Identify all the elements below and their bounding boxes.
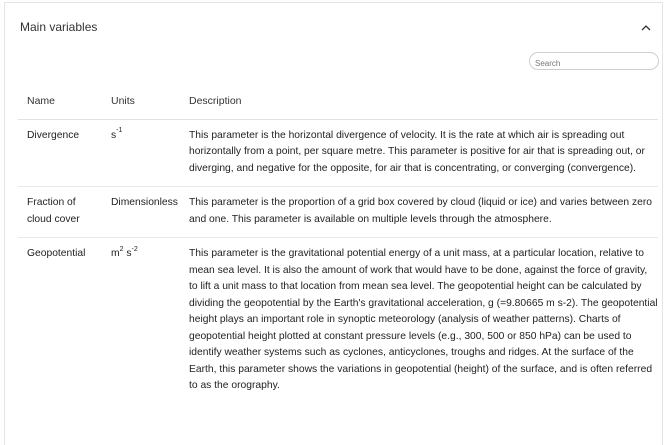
panel-header[interactable]: [5, 3, 662, 49]
units-base: Dimensionless: [111, 197, 178, 208]
units-base: s: [111, 129, 117, 141]
table-row: [18, 187, 658, 238]
units-base-2: s: [123, 248, 132, 259]
cell-description: This parameter is the gravitational potential energy of a unit mass, at a particular location, relative to mean sea level. It is also the amount of work that would have to be done, against the force of gravity, to lift a unit mass to that location from mean sea level. The geopotential height can be calculated by dividing the geopotential by the Earth's gravitational acceleration, g (=9.80665 m s-2). The geopotential height plays an important role in synoptic meteorology (analysis of weather patterns). Charts of geopotential height plotted at constant pressure levels (e.g., 300, 500 or 850 hPa) can be used to identify weather systems such as cyclones, anticyclones, troughs and ridges. At the surface of the Earth, this parameter shows the variations in geopotential (height) of the surface, and is often referred to as the orography.: [189, 248, 658, 391]
cell-description: This parameter is the horizontal divergence of velocity. It is the rate at which air is spreading out horizontally from a point, per square metre. This parameter is positive for air that is spreading out, or diverging, and negative for the opposite, for air that is concentrating, or converging (convergence).: [185, 119, 658, 187]
units-exponent-2: -2: [131, 245, 138, 253]
header-description: Description: [185, 85, 658, 119]
cell-name: Geopotential: [27, 248, 86, 259]
units-exponent: 2: [119, 245, 124, 253]
units-base: m: [111, 248, 120, 259]
search-input[interactable]: [535, 57, 650, 71]
table-row: [18, 238, 658, 404]
panel-title: Main variables: [20, 20, 98, 34]
table-row: [18, 119, 658, 187]
cell-units: [105, 119, 185, 187]
cell-name: Divergence: [18, 119, 105, 187]
header-units: Units: [105, 85, 185, 119]
cell-description: This parameter is the proportion of a grid box covered by cloud (liquid or ice) and varies between zero and one. This parameter is available on multiple levels through the atmosphere.: [185, 187, 658, 238]
cell-units: [105, 187, 185, 238]
variables-table: [18, 85, 658, 404]
header-name: Name: [18, 85, 105, 119]
units-exponent: -1: [116, 127, 123, 135]
chevron-up-icon: [641, 24, 651, 31]
collapse-toggle-button[interactable]: [636, 17, 656, 37]
main-variables-panel: [4, 2, 663, 445]
search-box[interactable]: [529, 52, 659, 70]
cell-name: Fraction of cloud cover: [18, 187, 105, 238]
cell-units: [105, 238, 185, 404]
table-header-row: [18, 85, 658, 119]
